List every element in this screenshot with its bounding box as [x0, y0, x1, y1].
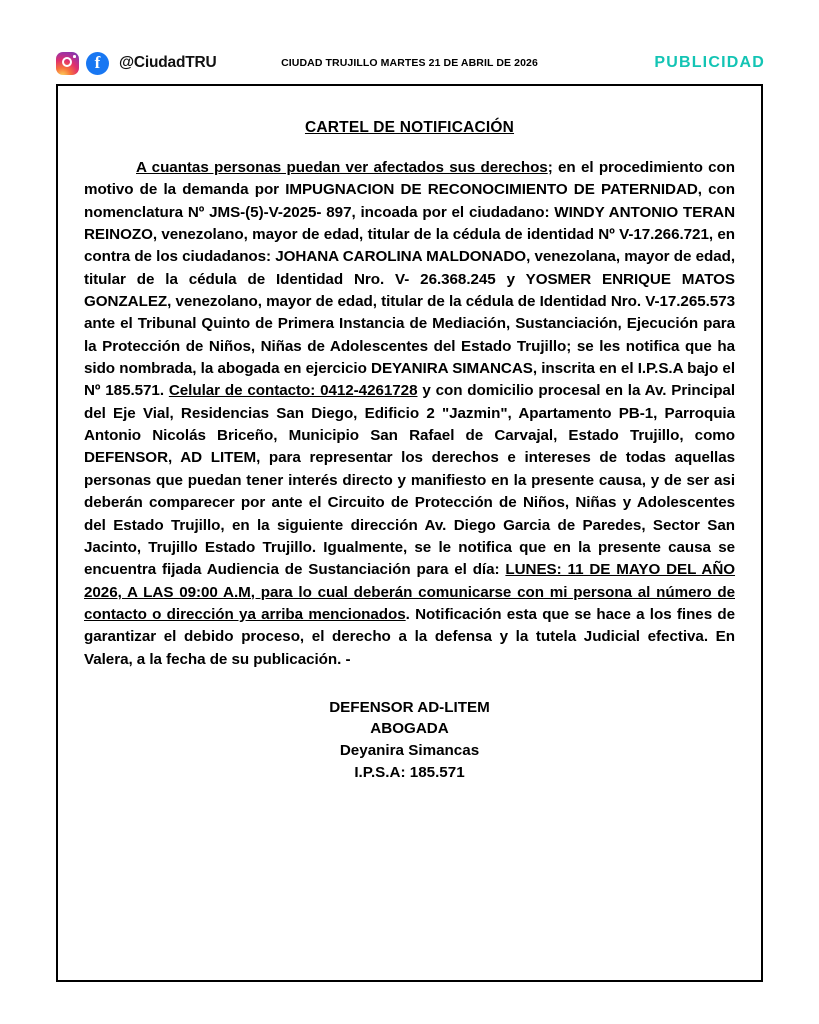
social-handle-label: @CiudadTRU — [119, 54, 217, 71]
signature-profession: ABOGADA — [370, 720, 449, 738]
signature-block — [84, 697, 735, 783]
notice-body — [84, 157, 735, 671]
notice-lead-underlined: A cuantas personas puedan ver afectados sus derechos — [136, 159, 548, 176]
page-header — [0, 44, 819, 82]
page-title: CARTEL DE NOTIFICACIÓN — [304, 119, 515, 136]
notice-box — [56, 84, 763, 982]
signature-name: Deyanira Simancas — [339, 742, 480, 760]
notice-contact-underlined: Celular de contacto: 0412-4261728 — [168, 382, 418, 400]
signature-ipsa: I.P.S.A: 185.571 — [354, 763, 465, 781]
notice-part-3: . Notificación esta que se hace a los fines de garantizar el debido proceso, el derecho a la defensa y la tutela Judicial efectiva. En Valera, a la fecha de su publicación. - — [84, 605, 735, 668]
dateline: CIUDAD TRUJILLO MARTES 21 DE ABRIL DE 2026 — [281, 57, 538, 69]
notice-hearing-underlined: LUNES: 11 DE MAYO DEL AÑO 2026, A LAS 09:00 A.M, para lo cual deberán comunicarse con mi persona al número de contacto o dirección ya arriba mencionados — [84, 561, 736, 623]
signature-role: DEFENSOR AD-LITEM — [329, 698, 490, 716]
notice-part-2: y con domicilio procesal en la Av. Principal del Eje Vial, Residencias San Diego, Edificio 2 "Jazmin", Apartamento PB-1, Parroquia Antonio Nicolás Briceño, Municipio San Rafael de Carvajal, Estado Trujillo, como DEFENSOR, AD LITEM, para representar los derechos e intereses de todas aquellas personas que puedan tener interés directo y manifiesto en la presente causa, y de ser asi deberán comparecer por ante el Circuito de Protección de Niños, Niñas y Adolescentes del Estado Trujillo, en la siguiente dirección Av. Diego Garcia de Paredes, Sector San Jacinto, Trujillo Estado Trujillo. Igualmente, se le notifica que en la presente causa se encuentra fijada Audiencia de Sustanciación para el día: — [84, 382, 735, 579]
notice-part-1: ; en el procedimiento con motivo de la demanda por IMPUGNACION DE RECONOCIMIENTO DE PATERNIDAD, con nomenclatura Nº JMS-(5)-V-2025- 897, incoada por el ciudadano: WINDY ANTONIO TERAN REINOZO, venezolano, mayor de edad, titular de la cédula de identidad Nº V-17.266.721, en contra de los ciudadanos: JOHANA CAROLINA MALDONADO, venezolana, mayor de edad, titular de la cédula de Identidad Nro. V- 26.368.245 y YOSMER ENRIQUE MATOS GONZALEZ, venezolano, mayor de edad, titular de la cédula de Identidad Nro. V-17.265.573 ante el Tribunal Quinto de Primera Instancia de Mediación, Sustanciación, Ejecución para la Protección de Niños, Niñas de Adolescentes del Estado Trujillo; se les notifica que ha sido nombrada, la abogada en ejercicio DEYANIRA SIMANCAS, inscrita en el I.P.S.A bajo el Nº 185.571. — [84, 159, 735, 400]
section-label: PUBLICIDAD — [654, 54, 765, 71]
